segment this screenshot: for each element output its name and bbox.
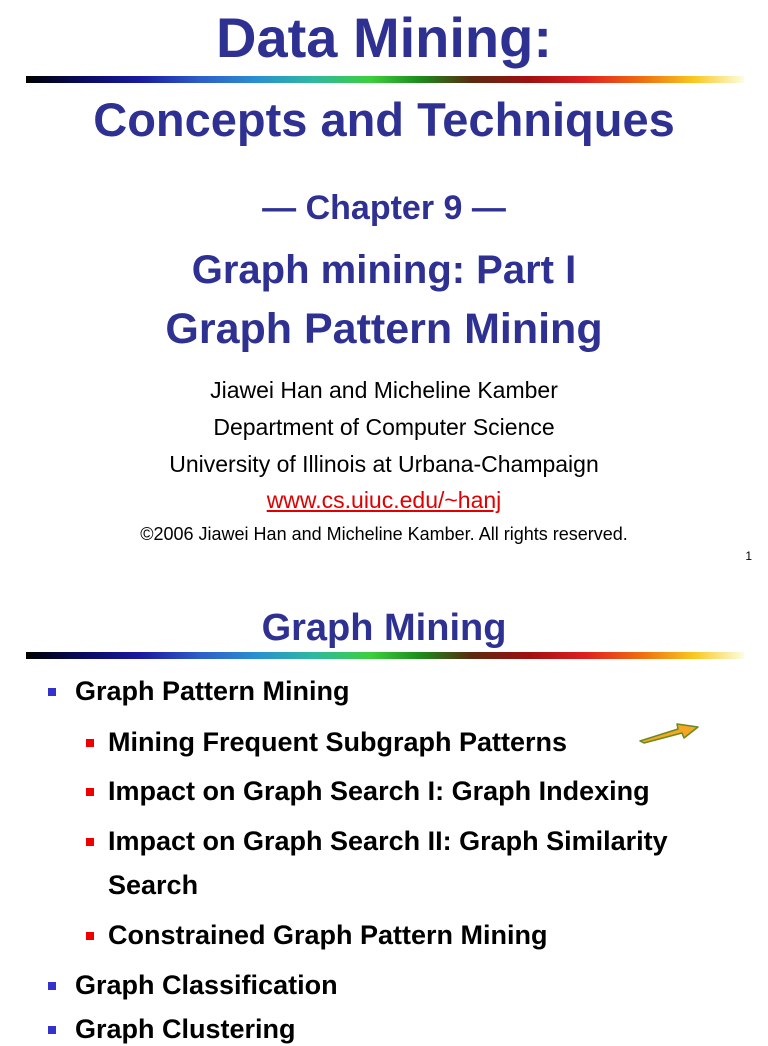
authors: Jiawei Han and Micheline Kamber xyxy=(210,377,558,403)
rainbow-divider xyxy=(26,652,744,659)
bullet-square-icon xyxy=(86,838,94,846)
topic-title-line1: Graph mining: Part I xyxy=(191,248,577,292)
arrow-icon xyxy=(638,722,700,744)
copyright: ©2006 Jiawei Han and Micheline Kamber. All rights reserved. xyxy=(140,524,628,544)
topic-title-line2: Graph Pattern Mining xyxy=(165,305,603,353)
bullet-square-icon xyxy=(86,932,94,940)
slide-title: Data Mining: xyxy=(216,6,552,69)
chapter-label: — Chapter 9 — xyxy=(262,189,506,227)
department: Department of Computer Science xyxy=(213,414,555,440)
bullet-square-icon xyxy=(48,982,56,990)
bullet-square-icon xyxy=(86,788,94,796)
page-number: 1 xyxy=(745,549,752,563)
bullet-square-icon xyxy=(48,688,56,696)
bullet-square-icon xyxy=(86,739,94,747)
section-title: Graph Mining xyxy=(261,607,507,649)
slide-subtitle: Concepts and Techniques xyxy=(93,93,675,146)
bullet-square-icon xyxy=(48,1026,56,1034)
author-homepage-link[interactable]: www.cs.uiuc.edu/~hanj xyxy=(266,487,502,513)
university: University of Illinois at Urbana-Champaign xyxy=(169,451,599,477)
outline-slide: Graph Mining Graph Pattern Mining Mining Frequent Subgraph Patterns Impact on Graph Search I: Graph Indexing Impact on Graph Search II: Graph Similarity Search Constrained Graph Pattern Mining Graph Classification Graph Clustering xyxy=(0,580,768,1024)
rainbow-divider xyxy=(26,76,744,83)
url-wrapper xyxy=(0,486,768,514)
